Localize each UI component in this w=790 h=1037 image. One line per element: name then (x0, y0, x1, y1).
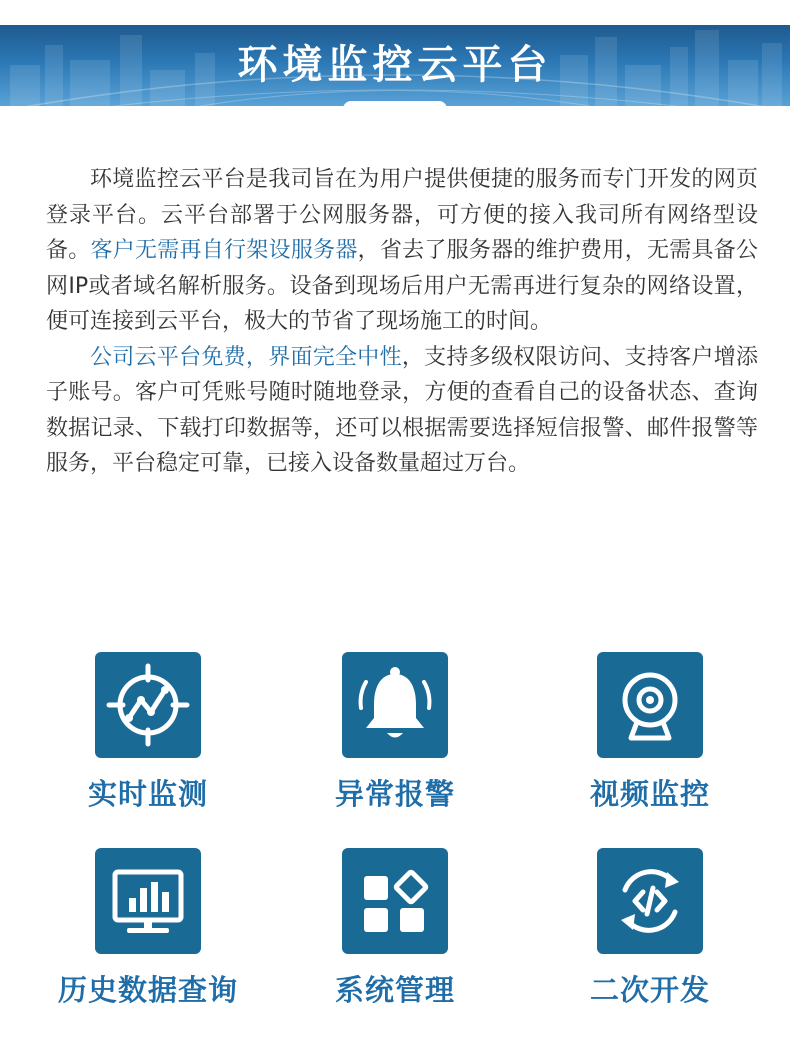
paragraph-text: ，省去了服务器的维护费用，无需具备公网IP或者域名解析服务。设备到现场后用户无需再进行复杂的网络设置，便可连接到云平台，极大的节省了现场施工的时间。 (46, 238, 758, 334)
feature-label: 系统管理 (334, 973, 455, 1007)
feature-tile (597, 848, 703, 954)
paragraph-text: ，支持多级权限访问、支持客户增添子账号。客户可凭账号随时随地登录，方便的查看自己的设备状态、查询数据记录、下载打印数据等，还可以根据需要选择短信报警、邮件报警等服务，平台稳定可靠，已接入设备数量超过万台。 (46, 344, 758, 476)
feature-tile (95, 652, 201, 758)
feature-label: 二次开发 (589, 973, 710, 1007)
paragraph-text: 环境监控云平台是我司旨在为用户提供便捷的服务而专门开发的网页登录平台。云平台部署于公网服务器，可方便的接入我司所有网络型设备。 (46, 167, 758, 263)
header-banner (0, 25, 790, 106)
feature-label: 异常报警 (334, 777, 455, 811)
webcam-icon (607, 662, 693, 748)
feature-tile (95, 848, 201, 954)
history-chart-icon (105, 858, 191, 944)
feature-system-management (285, 848, 505, 1009)
feature-realtime-monitor (38, 652, 258, 813)
feature-label: 视频监控 (589, 777, 710, 811)
page-title: 环境监控云平台 (237, 42, 553, 88)
intro-paragraph-2 (46, 340, 758, 482)
feature-history-query (38, 848, 258, 1009)
highlight-text: 公司云平台免费，界面完全中性 (90, 344, 402, 370)
feature-secondary-development (540, 848, 760, 1009)
feature-tile (597, 652, 703, 758)
alarm-bell-icon (352, 662, 438, 748)
feature-label: 实时监测 (87, 777, 208, 811)
code-dev-icon (607, 858, 693, 944)
intro-text (46, 162, 758, 482)
feature-alarm (285, 652, 505, 813)
realtime-monitor-icon (105, 662, 191, 748)
feature-video (540, 652, 760, 813)
banner-tab-notch (343, 101, 447, 115)
intro-paragraph-1 (46, 162, 758, 340)
feature-tile (342, 848, 448, 954)
highlight-text: 客户无需再自行架设服务器 (90, 238, 358, 263)
feature-tile (342, 652, 448, 758)
app-grid-icon (352, 858, 438, 944)
feature-label: 历史数据查询 (57, 973, 238, 1007)
